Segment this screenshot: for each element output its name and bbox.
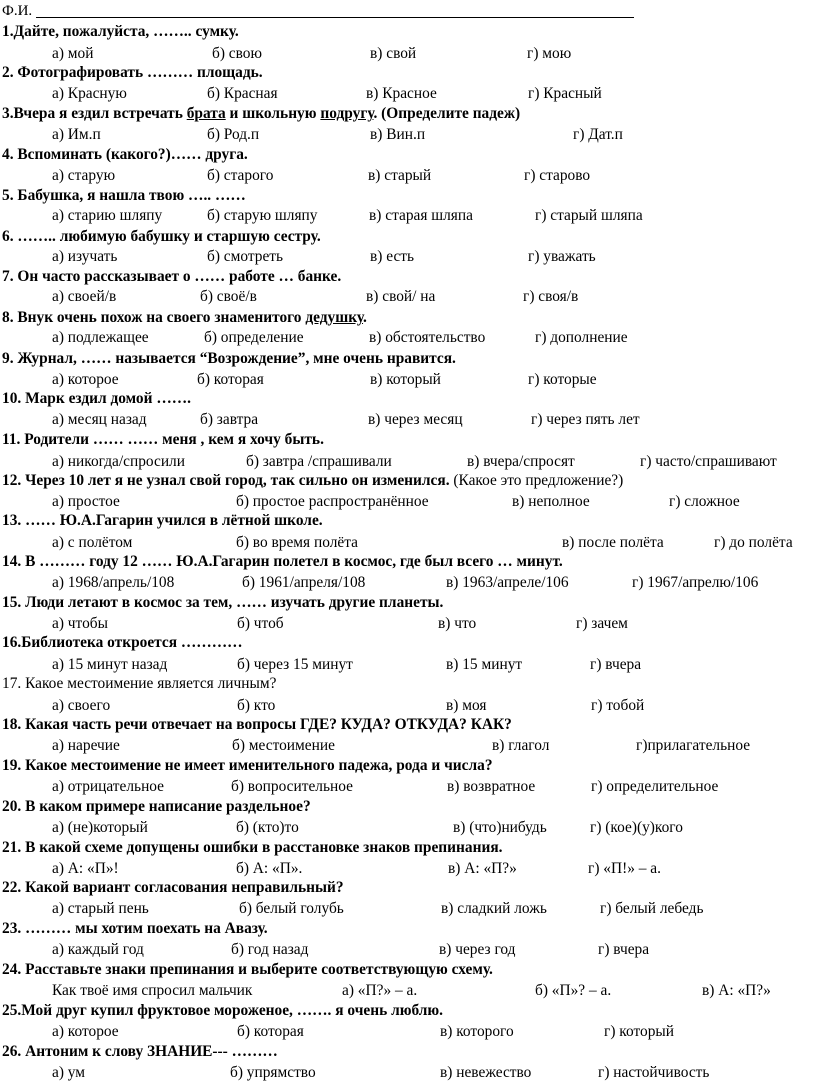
answer-option-13-3: в) после полёта <box>562 534 664 551</box>
answer-option-18-3: в) глагол <box>492 737 550 754</box>
answer-option-5-1: а) старию шляпу <box>52 207 163 224</box>
question-text: и школьную <box>225 105 321 122</box>
answer-option-10-2: б) завтра <box>200 411 259 428</box>
answer-option-11-1: а) никогда/спросили <box>52 453 185 470</box>
question-text: 20. В каком примере написание раздельное? <box>2 798 311 815</box>
question-text: 10. Марк ездил домой ……. <box>2 390 191 407</box>
answer-option-1-1: а) мой <box>52 45 94 62</box>
answer-option-22-2: б) белый голубь <box>239 900 344 917</box>
answer-option-11-4: г) часто/спрашивают <box>640 453 777 470</box>
question-text: 13. …… Ю.А.Гагарин учился в лётной школе. <box>2 512 323 529</box>
question-19 <box>2 756 493 776</box>
question-3 <box>2 104 520 124</box>
answer-option-10-1: а) месяц назад <box>52 411 147 428</box>
answer-option-15-4: г) зачем <box>576 615 628 632</box>
question-16 <box>2 633 242 653</box>
question-note: (Какое это предложение?) <box>449 472 624 489</box>
answer-option-22-4: г) белый лебедь <box>600 900 704 917</box>
answer-option-9-1: а) которое <box>52 371 119 388</box>
question-text: 8. Внук очень похож на своего знаменитого <box>2 309 306 326</box>
question-11 <box>2 430 324 450</box>
underlined-word: подругу <box>320 105 374 122</box>
answer-option-6-3: в) есть <box>370 248 415 265</box>
answer-option-21-3: в) А: «П?» <box>448 860 517 877</box>
answer-option-26-1: а) ум <box>52 1064 86 1081</box>
answer-option-5-4: г) старый шляпа <box>535 207 643 224</box>
answer-option-12-4: г) сложное <box>669 493 740 510</box>
answer-option-16-2: б) через 15 минут <box>237 656 353 673</box>
question-text: . <box>363 309 367 326</box>
answer-option-8-3: в) обстоятельство <box>369 329 486 346</box>
answer-option-15-1: а) чтобы <box>52 615 108 632</box>
name-line <box>36 17 634 18</box>
answer-option-12-3: в) неполное <box>512 493 590 510</box>
question-text: 14. В ……… году 12 …… Ю.А.Гагарин полетел в космос, где был всего … минут. <box>2 553 563 570</box>
answer-option-11-3: в) вчера/спросят <box>467 453 575 470</box>
answer-option-22-1: а) старый пень <box>52 900 149 917</box>
answer-option-19-4: г) определительное <box>591 778 719 795</box>
underlined-word: брата <box>186 105 226 122</box>
question-text: 12. Через 10 лет я не узнал свой город, так сильно он изменился. <box>2 472 450 489</box>
question-22 <box>2 878 344 898</box>
answer-option-4-3: в) старый <box>368 167 432 184</box>
answer-option-25-2: б) которая <box>237 1023 304 1040</box>
answer-option-13-1: а) с полётом <box>52 534 133 551</box>
answer-option-2-3: в) Красное <box>366 85 437 102</box>
question-5 <box>2 186 246 206</box>
question-text: 22. Какой вариант согласования неправильный? <box>2 879 344 896</box>
question-20 <box>2 797 311 817</box>
answer-option-19-1: а) отрицательное <box>52 778 165 795</box>
question-12 <box>2 471 623 491</box>
answer-option-5-3: в) старая шляпа <box>369 207 473 224</box>
answer-option-14-1: а) 1968/апрель/108 <box>52 574 175 591</box>
answer-option-8-1: а) подлежащее <box>52 329 149 346</box>
answer-option-23-2: б) год назад <box>231 941 309 958</box>
question-25 <box>2 1001 443 1021</box>
answer-option-1-3: в) свой <box>370 45 417 62</box>
answer-option-1-4: г) мою <box>527 45 572 62</box>
question-text: 1.Дайте, пожалуйста, …….. сумку. <box>2 23 239 40</box>
question-text: 18. Какая часть речи отвечает на вопросы ГДЕ? КУДА? ОТКУДА? КАК? <box>2 716 512 733</box>
question-8 <box>2 308 367 328</box>
question-23 <box>2 919 268 939</box>
answer-option-19-2: б) вопросительное <box>231 778 353 795</box>
question-1 <box>2 22 239 42</box>
answer-option-5-2: б) старую шляпу <box>207 207 318 224</box>
answer-option-24-3: б) «П»? – а. <box>535 982 612 999</box>
answer-option-20-1: а) (не)который <box>52 819 148 836</box>
answer-option-18-4: г)прилагательное <box>636 737 751 754</box>
answer-option-6-4: г) уважать <box>528 248 596 265</box>
answer-option-9-3: в) который <box>370 371 441 388</box>
answer-option-16-3: в) 15 минут <box>446 656 523 673</box>
answer-option-21-1: а) А: «П»! <box>52 860 119 877</box>
underlined-word: дедушку <box>305 309 364 326</box>
answer-option-23-4: г) вчера <box>598 941 650 958</box>
question-24 <box>2 960 493 980</box>
answer-option-14-4: г) 1967/апрелю/106 <box>632 574 759 591</box>
question-21 <box>2 838 503 858</box>
question-text: 7. Он часто рассказывает о …… работе … банке. <box>2 268 342 285</box>
answer-option-16-4: г) вчера <box>590 656 642 673</box>
question-15 <box>2 593 443 613</box>
question-4 <box>2 145 248 165</box>
answer-option-4-4: г) старово <box>524 167 591 184</box>
answer-option-23-1: а) каждый год <box>52 941 144 958</box>
answer-option-25-3: в) которого <box>440 1023 514 1040</box>
answer-option-21-2: б) А: «П». <box>236 860 303 877</box>
question-text: 17. Какое местоимение является личным? <box>2 675 277 692</box>
answer-option-21-4: г) «П!» – а. <box>588 860 661 877</box>
question-7 <box>2 267 341 287</box>
answer-option-3-1: а) Им.п <box>52 126 101 143</box>
question-text: 5. Бабушка, я нашла твою ….. …… <box>2 187 246 204</box>
answer-option-11-2: б) завтра /спрашивали <box>246 453 392 470</box>
answer-option-20-3: в) (что)нибудь <box>453 819 547 836</box>
question-17 <box>2 674 276 694</box>
answer-option-26-4: г) настойчивость <box>598 1064 710 1081</box>
answer-option-3-2: б) Род.п <box>207 126 260 143</box>
question-text: 23. ……… мы хотим поехать на Авазу. <box>2 920 268 937</box>
answer-option-4-1: а) старую <box>52 167 116 184</box>
question-9 <box>2 349 456 369</box>
question-14 <box>2 552 563 572</box>
answer-option-10-3: в) через месяц <box>368 411 463 428</box>
answer-option-12-2: б) простое распространённое <box>236 493 429 510</box>
question-text: 16.Библиотека откроется ………… <box>2 634 243 651</box>
answer-option-7-2: б) своё/в <box>200 288 257 305</box>
question-text: 15. Люди летают в космос за тем, …… изучать другие планеты. <box>2 594 444 611</box>
answer-option-24-2: а) «П?» – а. <box>342 982 418 999</box>
question-text: 2. Фотографировать ……… площадь. <box>2 64 263 81</box>
question-18 <box>2 715 512 735</box>
answer-option-15-3: в) что <box>438 615 477 632</box>
answer-option-10-4: г) через пять лет <box>531 411 640 428</box>
answer-option-8-4: г) дополнение <box>535 329 628 346</box>
answer-option-20-4: г) (кое)(у)кого <box>590 819 683 836</box>
answer-option-12-1: а) простое <box>52 493 120 510</box>
answer-option-2-4: г) Красный <box>528 85 602 102</box>
answer-option-17-2: б) кто <box>237 697 276 714</box>
question-text: 24. Расставьте знаки препинания и выберите соответствующую схему. <box>2 961 493 978</box>
answer-option-7-4: г) своя/в <box>523 288 579 305</box>
answer-option-13-4: г) до полёта <box>714 534 793 551</box>
answer-option-24-4: в) А: «П?» <box>702 982 771 999</box>
answer-option-18-2: б) местоимение <box>232 737 335 754</box>
question-2 <box>2 63 263 83</box>
answer-option-23-3: в) через год <box>439 941 516 958</box>
question-6 <box>2 227 321 247</box>
answer-option-1-2: б) свою <box>212 45 262 62</box>
question-13 <box>2 511 323 531</box>
answer-option-9-2: б) которая <box>197 371 264 388</box>
answer-option-3-4: г) Дат.п <box>573 126 623 143</box>
answer-option-2-1: а) Красную <box>52 85 127 102</box>
answer-option-13-2: б) во время полёта <box>236 534 358 551</box>
answer-option-26-2: б) упрямство <box>230 1064 316 1081</box>
question-text: . (Определите падеж) <box>373 105 521 122</box>
answer-option-8-2: б) определение <box>204 329 304 346</box>
question-text: 6. …….. любимую бабушку и старшую сестру. <box>2 228 321 245</box>
answer-option-24-1: Как твоё имя спросил мальчик <box>52 982 253 999</box>
name-label: Ф.И. <box>2 3 33 19</box>
answer-option-6-1: а) изучать <box>52 248 118 265</box>
answer-option-14-3: в) 1963/апреле/106 <box>446 574 569 591</box>
answer-option-6-2: б) смотреть <box>207 248 284 265</box>
answer-option-14-2: б) 1961/апреля/108 <box>242 574 366 591</box>
answer-option-25-1: а) которое <box>52 1023 119 1040</box>
answer-option-17-4: г) тобой <box>591 697 645 714</box>
answer-option-2-2: б) Красная <box>207 85 278 102</box>
answer-option-15-2: б) чтоб <box>237 615 284 632</box>
answer-option-3-3: в) Вин.п <box>370 126 426 143</box>
answer-option-17-1: а) своего <box>52 697 111 714</box>
question-text: 21. В какой схеме допущены ошибки в расстановке знаков препинания. <box>2 839 503 856</box>
question-text: 19. Какое местоимение не имеет именительного падежа, рода и числа? <box>2 757 493 774</box>
question-text: 3.Вчера я ездил встречать <box>2 105 187 122</box>
name-field <box>2 3 634 20</box>
answer-option-19-3: в) возвратное <box>447 778 536 795</box>
question-10 <box>2 389 191 409</box>
question-26 <box>2 1042 278 1062</box>
question-text: 9. Журнал, …… называется “Возрождение”, мне очень нравится. <box>2 350 456 367</box>
answer-option-26-3: в) невежество <box>440 1064 532 1081</box>
answer-option-18-1: а) наречие <box>52 737 120 754</box>
answer-option-7-1: а) своей/в <box>52 288 117 305</box>
question-text: 26. Антоним к слову ЗНАНИЕ--- ……… <box>2 1043 278 1060</box>
question-text: 4. Вспоминать (какого?)…… друга. <box>2 146 248 163</box>
answer-option-20-2: б) (кто)то <box>236 819 299 836</box>
question-text: 25.Мой друг купил фруктовое мороженое, ……. я очень люблю. <box>2 1002 444 1019</box>
answer-option-17-3: в) моя <box>446 697 487 714</box>
answer-option-9-4: г) которые <box>528 371 597 388</box>
answer-option-16-1: а) 15 минут назад <box>52 656 168 673</box>
answer-option-4-2: б) старого <box>207 167 274 184</box>
answer-option-25-4: г) который <box>604 1023 674 1040</box>
answer-option-7-3: в) свой/ на <box>366 288 436 305</box>
answer-option-22-3: в) сладкий ложь <box>441 900 547 917</box>
question-text: 11. Родители …… …… меня , кем я хочу быть. <box>2 431 324 448</box>
